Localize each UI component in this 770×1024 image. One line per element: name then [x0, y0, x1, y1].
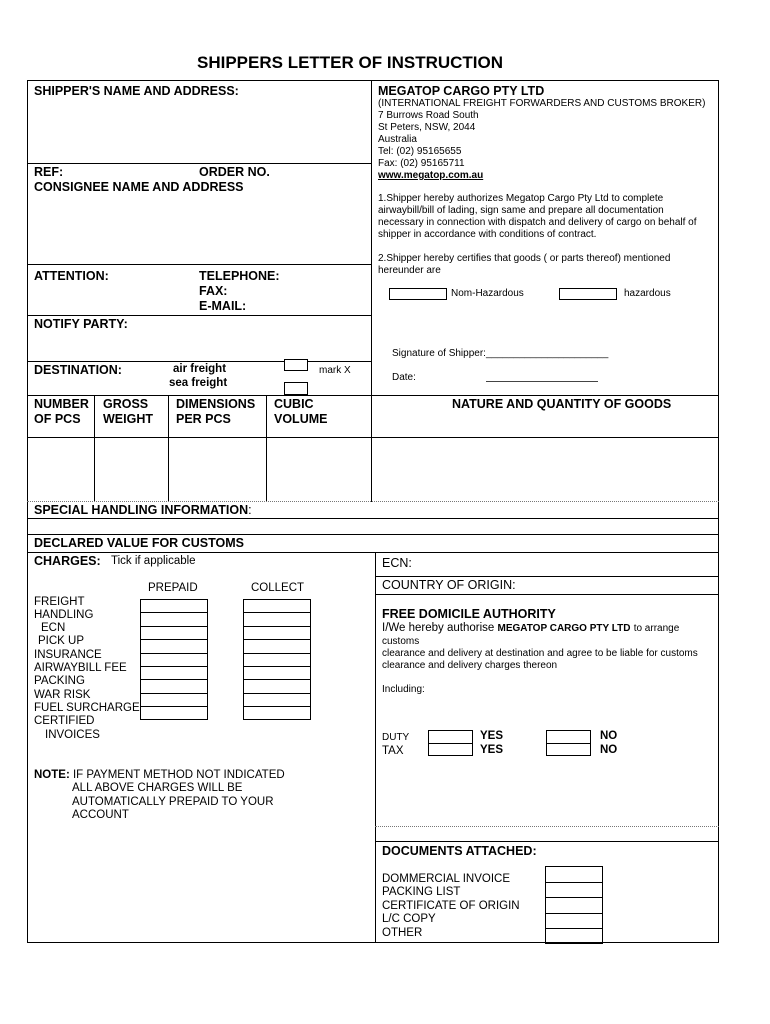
col-nature: NATURE AND QUANTITY OF GOODS: [452, 397, 672, 411]
col-gross: GROSS: [103, 397, 149, 411]
document-item: L/C COPY: [382, 913, 436, 925]
authority-text: clearance and delivery charges thereon: [382, 660, 558, 671]
signature-label: Signature of Shipper:______________________: [392, 348, 609, 359]
company-website[interactable]: www.megatop.com.au: [378, 170, 484, 181]
tax-yes-checkbox[interactable]: [428, 743, 473, 756]
duty-no-checkbox[interactable]: [546, 730, 591, 743]
divider: [371, 395, 372, 501]
divider: [27, 361, 371, 362]
special-handling-label: [34, 503, 252, 517]
charge-item: HANDLING: [34, 609, 94, 621]
divider: [375, 594, 719, 595]
sea-freight-checkbox[interactable]: [284, 382, 308, 395]
authority-text: clearance and delivery at destination and agree to be liable for customs: [382, 648, 698, 659]
tax-no-checkbox[interactable]: [546, 743, 591, 756]
document-item: OTHER: [382, 927, 423, 939]
hazardous-label: hazardous: [624, 288, 671, 299]
divider: [27, 552, 719, 553]
non-hazardous-label: Nom-Hazardous: [451, 288, 524, 299]
order-label: ORDER NO.: [199, 165, 270, 179]
destination-label: DESTINATION:: [34, 363, 122, 377]
collect-checkboxes: [243, 599, 311, 720]
col-cubic: VOLUME: [274, 412, 328, 426]
divider: [27, 501, 719, 502]
mark-x-label: mark X: [319, 365, 351, 376]
notify-label: NOTIFY PARTY:: [34, 317, 128, 331]
including-label: Including:: [382, 684, 425, 695]
divider: [94, 395, 95, 501]
col-number: OF PCS: [34, 412, 81, 426]
prepaid-checkbox[interactable]: [140, 639, 208, 652]
col-cubic: CUBIC: [274, 397, 314, 411]
document-checkbox[interactable]: [545, 928, 603, 944]
note-text: IF PAYMENT METHOD NOT INDICATED: [72, 769, 285, 781]
authorise-suffix: to arrange: [633, 623, 680, 634]
document-item: PACKING LIST: [382, 886, 461, 898]
prepaid-checkbox[interactable]: [140, 693, 208, 706]
fax-label: FAX:: [199, 284, 228, 298]
duty-yes-label: YES: [480, 730, 504, 742]
document-checkbox[interactable]: [545, 897, 603, 913]
col-dimensions: PER PCS: [176, 412, 231, 426]
divider: [375, 552, 376, 943]
prepaid-checkbox[interactable]: [140, 626, 208, 639]
divider: [27, 315, 371, 316]
note-text: ALL ABOVE CHARGES WILL BE: [72, 782, 243, 794]
company-description: (INTERNATIONAL FREIGHT FORWARDERS AND CUSTOMS BROKER): [378, 98, 706, 109]
duty-label: DUTY: [382, 732, 410, 743]
prepaid-checkbox[interactable]: [140, 599, 208, 612]
sea-freight-label: sea freight: [169, 377, 228, 389]
collect-checkbox[interactable]: [243, 706, 311, 719]
company-address2: St Peters, NSW, 2044: [378, 122, 476, 133]
prepaid-checkbox[interactable]: [140, 612, 208, 625]
document-checkbox[interactable]: [545, 913, 603, 929]
page-title: SHIPPERS LETTER OF INSTRUCTION: [197, 53, 504, 72]
divider: [27, 518, 719, 519]
note-text: AUTOMATICALLY PREPAID TO YOUR: [72, 796, 274, 808]
authorise-company: MEGATOP CARGO PTY LTD: [497, 623, 631, 634]
clause1-line: airwaybill/bill of lading, sign same and prepare all documentation: [378, 205, 664, 216]
duty-no-label: NO: [600, 730, 618, 742]
divider: [375, 826, 719, 827]
note-label: NOTE:: [34, 769, 70, 781]
divider: [375, 576, 719, 577]
company-name: MEGATOP CARGO PTY LTD: [378, 84, 545, 98]
attention-label: ATTENTION:: [34, 269, 109, 283]
collect-checkbox[interactable]: [243, 639, 311, 652]
hazardous-checkbox[interactable]: [559, 288, 617, 300]
collect-checkbox[interactable]: [243, 612, 311, 625]
divider: [27, 395, 719, 396]
collect-label: COLLECT: [251, 582, 305, 594]
ecn-label: ECN:: [382, 556, 412, 570]
declared-value-label: DECLARED VALUE FOR CUSTOMS: [34, 536, 244, 550]
prepaid-checkboxes: [140, 599, 208, 720]
company-address1: 7 Burrows Road South: [378, 110, 479, 121]
divider: [266, 395, 267, 501]
authorise-prefix: I/We hereby authorise: [382, 622, 495, 634]
prepaid-checkbox[interactable]: [140, 666, 208, 679]
clause2-line: hereunder are: [378, 265, 441, 276]
shipper-label: SHIPPER'S NAME AND ADDRESS:: [34, 84, 239, 98]
documents-label: DOCUMENTS ATTACHED:: [382, 844, 537, 858]
charge-item: INVOICES: [45, 729, 100, 741]
divider: [27, 163, 371, 164]
col-gross: WEIGHT: [103, 412, 153, 426]
country-origin-label: COUNTRY OF ORIGIN:: [382, 578, 516, 592]
prepaid-checkbox[interactable]: [140, 679, 208, 692]
note-text: ACCOUNT: [72, 809, 129, 821]
clause2-line: 2.Shipper hereby certifies that goods ( or parts thereof) mentioned: [378, 253, 671, 264]
note-line-1: [34, 769, 285, 782]
document-item: DOMMERCIAL INVOICE: [382, 873, 511, 885]
col-number: NUMBER: [34, 397, 89, 411]
tick-label: Tick if applicable: [111, 555, 196, 567]
charge-item: ECN: [41, 622, 66, 634]
telephone-label: TELEPHONE:: [199, 269, 280, 283]
special-handling-colon: :: [248, 503, 252, 517]
free-domicile-label: FREE DOMICILE AUTHORITY: [382, 607, 556, 621]
charge-item: INSURANCE: [34, 649, 102, 661]
clause1-line: shipper in accordance with conditions of contract.: [378, 229, 597, 240]
charge-item: PICK UP: [38, 635, 85, 647]
charge-item: FUEL SURCHARGE: [34, 702, 140, 714]
collect-checkbox[interactable]: [243, 666, 311, 679]
collect-checkbox[interactable]: [243, 679, 311, 692]
prepaid-checkbox[interactable]: [140, 653, 208, 666]
charge-item: FREIGHT: [34, 596, 85, 608]
company-tel: Tel: (02) 95165655: [378, 146, 462, 157]
col-dimensions: DIMENSIONS: [176, 397, 256, 411]
charge-item: WAR RISK: [34, 689, 91, 701]
tax-label: TAX: [382, 745, 404, 757]
clause1-line: 1.Shipper hereby authorizes Megatop Cargo Pty Ltd to complete: [378, 193, 664, 204]
divider: [27, 437, 719, 438]
company-fax: Fax: (02) 95165711: [378, 158, 465, 169]
date-label: Date:: [392, 372, 416, 383]
document-checkbox[interactable]: [545, 866, 603, 882]
duty-yes-checkbox[interactable]: [428, 730, 473, 743]
email-label: E-MAIL:: [199, 299, 247, 313]
prepaid-checkbox[interactable]: [140, 706, 208, 719]
air-freight-label: air freight: [173, 363, 227, 375]
clause1-line: necessary in connection with dispatch and delivery of cargo on behalf of: [378, 217, 697, 228]
collect-checkbox[interactable]: [243, 653, 311, 666]
divider: [375, 841, 719, 842]
date-line[interactable]: [486, 381, 598, 382]
air-freight-checkbox[interactable]: [284, 359, 308, 371]
tax-no-label: NO: [600, 744, 618, 756]
collect-checkbox[interactable]: [243, 693, 311, 706]
charge-item: PACKING: [34, 675, 85, 687]
consignee-label: CONSIGNEE NAME AND ADDRESS: [34, 180, 244, 194]
divider: [168, 395, 169, 501]
ref-label: REF:: [34, 165, 64, 179]
divider: [27, 264, 371, 265]
document-checkboxes: [545, 866, 603, 944]
non-hazardous-checkbox[interactable]: [389, 288, 447, 300]
document-item: CERTIFICATE OF ORIGIN: [382, 900, 520, 912]
company-country: Australia: [378, 134, 417, 145]
authorise-line: [382, 622, 679, 635]
collect-checkbox[interactable]: [243, 599, 311, 612]
authority-text: customs: [382, 636, 420, 647]
tax-yes-label: YES: [480, 744, 504, 756]
collect-checkbox[interactable]: [243, 626, 311, 639]
divider: [27, 534, 719, 535]
prepaid-label: PREPAID: [148, 582, 198, 594]
charge-item: AIRWAYBILL FEE: [34, 662, 127, 674]
special-handling-text: SPECIAL HANDLING INFORMATION: [34, 503, 249, 517]
document-checkbox[interactable]: [545, 882, 603, 898]
charges-label: CHARGES:: [34, 554, 101, 568]
charge-item: CERTIFIED: [34, 715, 95, 727]
